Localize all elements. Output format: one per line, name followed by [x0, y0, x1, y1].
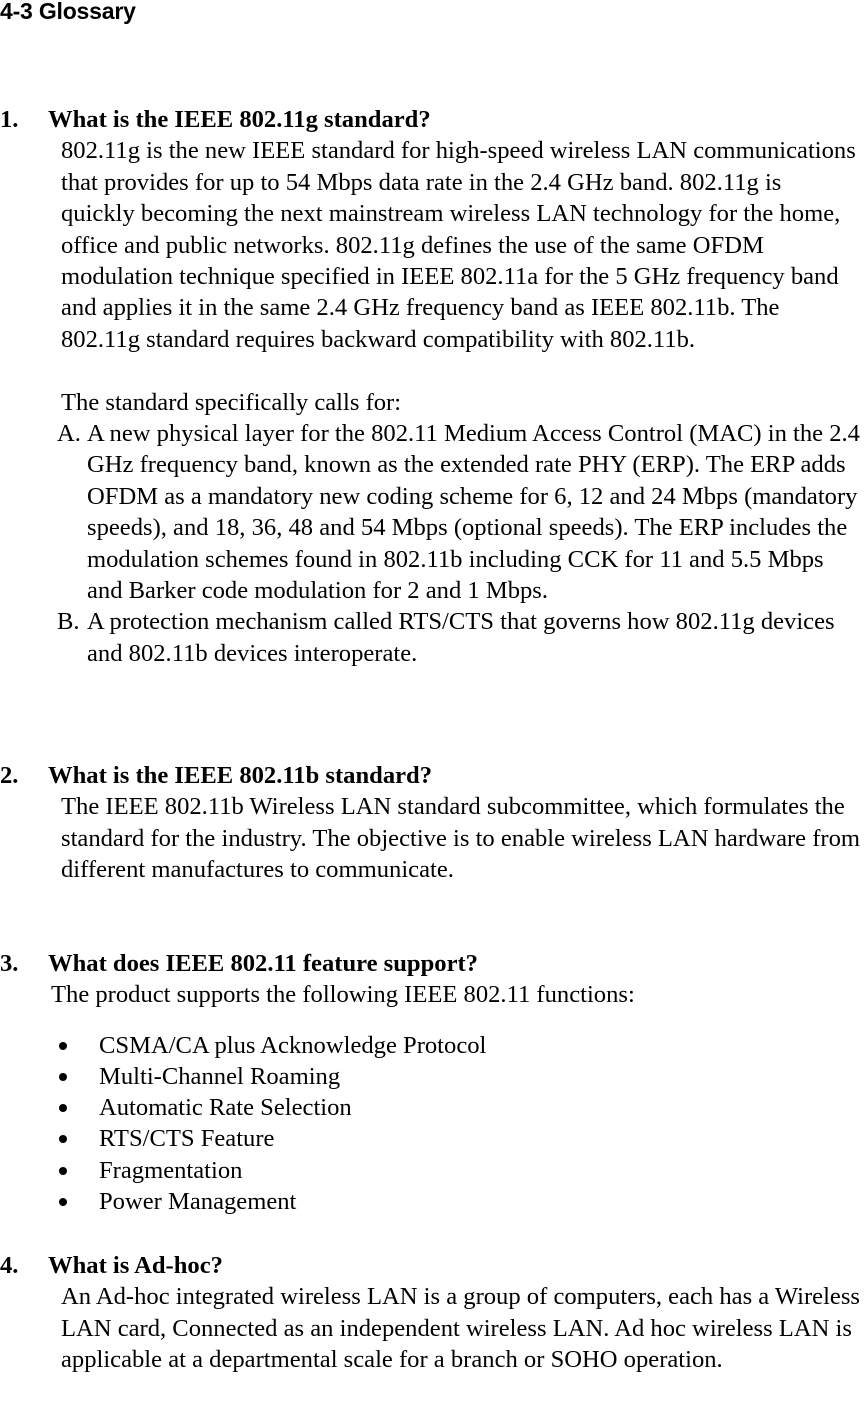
question-heading — [0, 948, 864, 979]
bullet-icon — [59, 1073, 67, 1081]
list-item-text: Automatic Rate Selection — [99, 1094, 352, 1122]
answer-body — [51, 979, 861, 1010]
bullet-list — [0, 1030, 864, 1217]
list-item — [0, 1061, 864, 1092]
list-item-text: CSMA/CA plus Acknowledge Protocol — [99, 1031, 487, 1059]
answer-paragraph: The IEEE 802.11b Wireless LAN standard subcommittee, which formulates the standard for the industry. The objective is to enable wireless LAN hardware from different manufactures to communicate. — [61, 793, 861, 884]
list-item-text: Fragmentation — [99, 1156, 243, 1184]
list-item — [57, 418, 864, 606]
question-number: 1. — [0, 106, 19, 133]
list-item — [57, 606, 864, 669]
question-heading — [0, 1250, 864, 1281]
glossary-entry-3 — [0, 948, 864, 1217]
list-item-text: Power Management — [99, 1187, 297, 1215]
list-marker: A. — [57, 420, 81, 448]
question-text: What is the IEEE 802.11g standard? — [48, 106, 431, 133]
list-item — [0, 1186, 864, 1217]
list-item — [0, 1092, 864, 1123]
answer-intro: The product supports the following IEEE 802.11 functions: — [51, 981, 635, 1009]
list-item-text: A new physical layer for the 802.11 Medium Access Control (MAC) in the 2.4 GHz frequency band, known as the extended rate PHY (ERP). The ERP adds OFDM as a mandatory new coding scheme for 6, 12 and 24 Mbps (mandatory speeds), and 18, 36, 48 and 54 Mbps (optional speeds). The ERP includes the modulation schemes found in 802.11b including CCK for 11 and 5.5 Mbps and Barker code modulation for 2 and 1 Mbps. — [87, 420, 860, 605]
answer-paragraph: The standard specifically calls for: — [61, 388, 402, 416]
question-text: What is Ad-hoc? — [48, 1252, 223, 1279]
list-item — [0, 1123, 864, 1154]
question-number: 4. — [0, 1252, 19, 1279]
bullet-icon — [59, 1135, 67, 1143]
bullet-icon — [59, 1167, 67, 1175]
answer-paragraph: 802.11g is the new IEEE standard for high-speed wireless LAN communications that provides for up to 54 Mbps data rate in the 2.4 GHz band. 802.11g is quickly becoming the next mainstream wireless LAN technology for the home, office and public networks. 802.11g defines the use of the same OFDM modulation technique specified in IEEE 802.11a for the 5 GHz frequency band and applies it in the same 2.4 GHz frequency band as IEEE 802.11b. The 802.11g standard requires backward compatibility with 802.11b. — [61, 137, 856, 353]
bullet-icon — [59, 1104, 67, 1112]
bullet-icon — [59, 1198, 67, 1206]
list-item-text: RTS/CTS Feature — [99, 1125, 275, 1153]
question-number: 3. — [0, 950, 19, 977]
answer-body — [61, 135, 861, 418]
list-item-text: Multi-Channel Roaming — [99, 1063, 341, 1090]
list-item — [0, 1155, 864, 1186]
glossary-entry-1 — [0, 104, 864, 669]
glossary-entry-4 — [0, 1250, 864, 1376]
question-heading — [0, 104, 864, 135]
answer-body — [61, 791, 861, 885]
question-text: What is the IEEE 802.11b standard? — [48, 762, 433, 789]
glossary-entry-2 — [0, 760, 864, 886]
list-item-text: A protection mechanism called RTS/CTS that governs how 802.11g devices and 802.11b devices interoperate. — [87, 608, 835, 667]
question-text: What does IEEE 802.11 feature support? — [48, 950, 478, 977]
question-heading — [0, 760, 864, 791]
list-item — [0, 1030, 864, 1061]
question-number: 2. — [0, 762, 19, 789]
list-marker: B. — [57, 608, 80, 636]
answer-paragraph: An Ad-hoc integrated wireless LAN is a group of computers, each has a Wireless LAN card, Connected as an independent wireless LAN. Ad hoc wireless LAN is applicable at a departmental scale for a branch or SOHO operation. — [61, 1283, 860, 1374]
section-title: 4-3 Glossary — [0, 0, 136, 24]
answer-body — [61, 1281, 861, 1375]
lettered-list — [57, 418, 864, 669]
bullet-icon — [59, 1042, 67, 1050]
